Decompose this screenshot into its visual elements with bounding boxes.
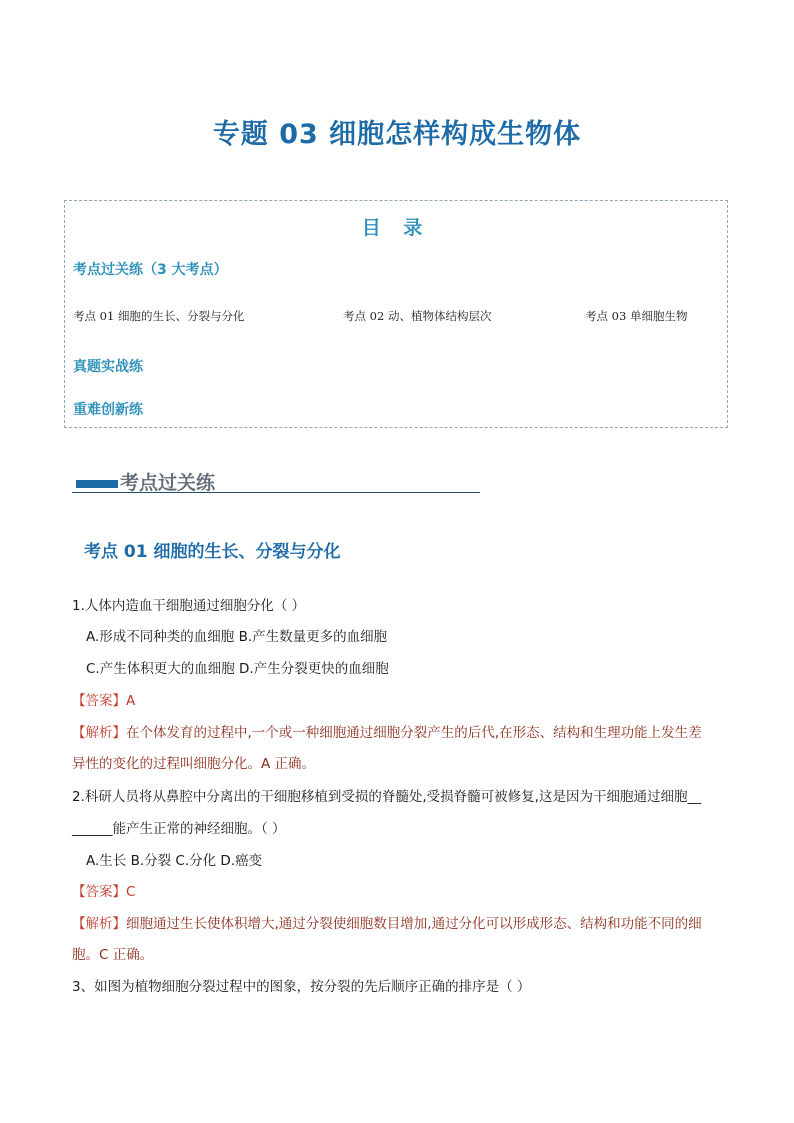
toc-link-section3[interactable]: 重难创新练	[73, 402, 143, 418]
q1-answer-value: A	[126, 693, 136, 709]
q2-answer-tag: 【答案】	[72, 884, 126, 900]
q2-analysis-text-1: 细胞通过生长使体积增大,通过分裂使细胞数目增加,通过分化可以形成形态、结构和功能不同的细	[126, 916, 702, 932]
q2-analysis-tag: 【解析】	[72, 916, 126, 932]
section-header-label: 考点过关练	[120, 472, 216, 494]
q2-answer-value: C	[126, 884, 136, 900]
q2-stem-2: ______能产生正常的神经细胞。（ ）	[72, 821, 286, 837]
toc-link-kp02[interactable]: 考点 02 动、植物体结构层次	[343, 309, 492, 323]
q1-analysis-text-2: 异性的变化的过程叫细胞分化。A 正确。	[72, 756, 316, 772]
section-header-bar	[76, 480, 118, 488]
q1-stem: 1.人体内造血干细胞通过细胞分化（ ）	[72, 598, 306, 614]
toc-link-kp03[interactable]: 考点 03 单细胞生物	[585, 309, 688, 323]
q1-options-cd: C.产生体积更大的血细胞 D.产生分裂更快的血细胞	[86, 661, 389, 677]
toc-link-section1[interactable]: 考点过关练（3 大考点）	[73, 262, 228, 278]
q3-stem: 3、如图为植物细胞分裂过程中的图象，按分裂的先后顺序正确的排序是（ ）	[72, 979, 531, 995]
q2-analysis-row	[72, 912, 702, 932]
toc-heading: 目 录	[361, 217, 431, 239]
q1-analysis-row	[72, 721, 702, 741]
q1-options-ab: A.形成不同种类的血细胞 B.产生数量更多的血细胞	[86, 629, 388, 645]
q1-analysis-tag: 【解析】	[72, 725, 126, 741]
q1-answer-tag: 【答案】	[72, 693, 126, 709]
section-header	[72, 468, 480, 493]
kp-title: 考点 01 细胞的生长、分裂与分化	[84, 542, 341, 562]
q2-answer-row	[72, 880, 135, 900]
q2-options: A.生长 B.分裂 C.分化 D.癌变	[86, 853, 263, 869]
q2-analysis-text-2: 胞。C 正确。	[72, 947, 154, 963]
q1-analysis-text-1: 在个体发育的过程中,一个或一种细胞通过细胞分裂产生的后代,在形态、结构和生理功能上发生差	[126, 725, 702, 741]
toc-link-kp01[interactable]: 考点 01 细胞的生长、分裂与分化	[73, 309, 245, 323]
q1-answer-row	[72, 689, 135, 709]
q2-stem-1: 2.科研人员将从鼻腔中分离出的干细胞移植到受损的脊髓处,受损脊髓可被修复,这是因为干细胞通过细胞__	[72, 789, 701, 805]
document-title: 专题 03 细胞怎样构成生物体	[212, 119, 582, 150]
toc-link-section2[interactable]: 真题实战练	[73, 359, 143, 375]
table-of-contents	[64, 200, 728, 428]
